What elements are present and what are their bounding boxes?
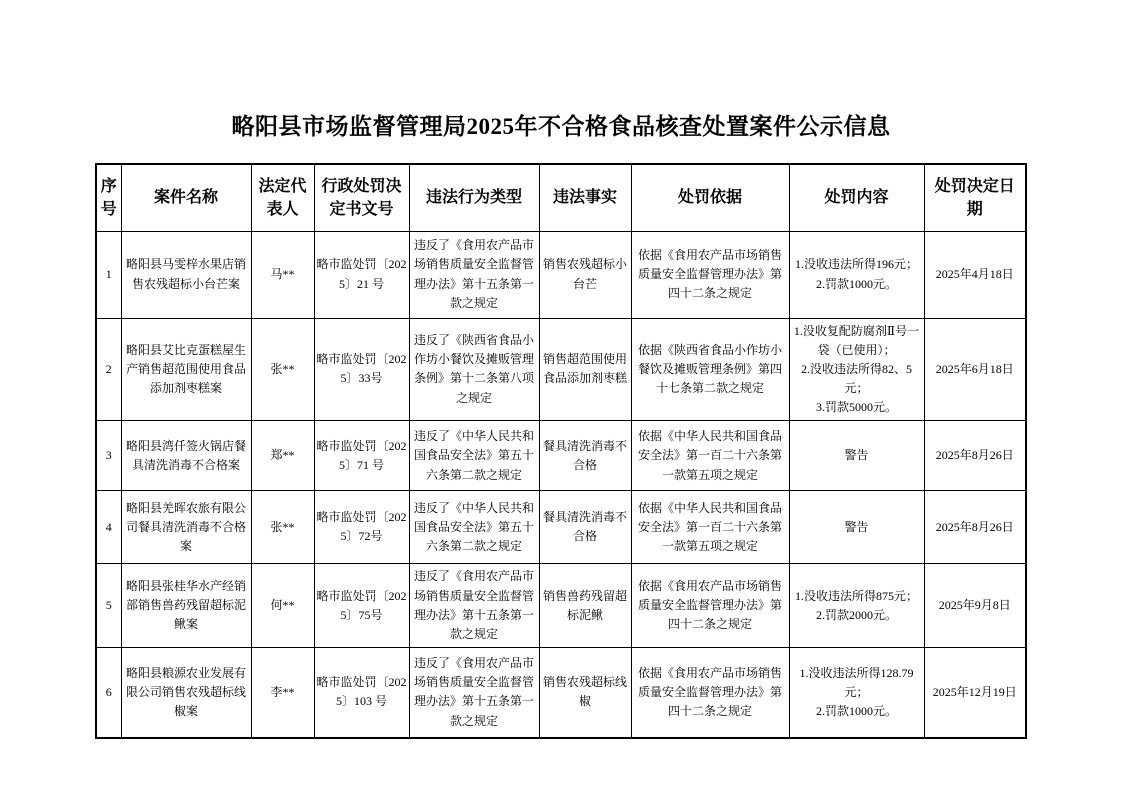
- cell-doc-no: 略市监处罚〔2025〕21 号: [314, 231, 409, 318]
- cell-violation-type: 违反了《中华人民共和国食品安全法》第五十六条第二款之规定: [409, 421, 539, 491]
- document-title: 略阳县市场监督管理局2025年不合格食品核查处置案件公示信息: [231, 114, 891, 139]
- table-row: [96, 491, 1026, 564]
- cases-table: [95, 163, 1027, 739]
- cell-decision-date: 2025年4月18日: [924, 231, 1026, 318]
- cell-penalty-basis: 依据《中华人民共和国食品安全法》第一百二十六条第一款第五项之规定: [631, 421, 789, 491]
- cell-violation-type: 违反了《中华人民共和国食品安全法》第五十六条第二款之规定: [409, 491, 539, 564]
- cell-no: 6: [96, 648, 121, 738]
- header-cell-case-name: 案件名称: [121, 164, 251, 231]
- cell-penalty-basis: 依据《食用农产品市场销售质量安全监督管理办法》第四十二条之规定: [631, 231, 789, 318]
- cell-violation-type: 违反了《陕西省食品小作坊小餐饮及摊贩管理条例》第十二条第八项之规定: [409, 318, 539, 421]
- cell-doc-no: 略市监处罚〔2025〕71 号: [314, 421, 409, 491]
- table-row: [96, 648, 1026, 738]
- header-cell-penalty-content: 处罚内容: [789, 164, 924, 231]
- penalty-item: 2.没收违法所得82、5元；: [800, 361, 912, 396]
- penalty-item: 2.罚款1000元。: [815, 276, 897, 291]
- header-cell-penalty-basis: 处罚依据: [631, 164, 789, 231]
- cell-violation-fact: 销售超范围使用食品添加剂枣糕: [539, 318, 631, 421]
- cell-legal-rep: 张**: [251, 491, 314, 564]
- cell-decision-date: 2025年9月8日: [924, 564, 1026, 648]
- cell-doc-no: 略市监处罚〔2025〕103 号: [314, 648, 409, 738]
- cell-penalty-content: [789, 421, 924, 491]
- cell-doc-no: 略市监处罚〔2025〕75号: [314, 564, 409, 648]
- penalty-item: 警告: [844, 448, 869, 463]
- header-cell-no: 序号: [96, 164, 121, 231]
- header-row: [96, 164, 1026, 231]
- header-cell-doc-no: 行政处罚决定书文号: [314, 164, 409, 231]
- cell-decision-date: 2025年6月18日: [924, 318, 1026, 421]
- document-page: [95, 0, 1027, 739]
- header-cell-violation-fact: 违法事实: [539, 164, 631, 231]
- cell-case-name: 略阳县湾仟签火锅店餐具清洗消毒不合格案: [121, 421, 251, 491]
- cell-legal-rep: 郑**: [251, 421, 314, 491]
- table-row: [96, 421, 1026, 491]
- penalty-item: 警告: [844, 519, 869, 534]
- cell-penalty-basis: 依据《中华人民共和国食品安全法》第一百二十六条第一款第五项之规定: [631, 491, 789, 564]
- cell-penalty-content: [789, 318, 924, 421]
- cell-violation-type: 违反了《食用农产品市场销售质量安全监督管理办法》第十五条第一款之规定: [409, 564, 539, 648]
- penalty-item: 2.罚款1000元。: [815, 704, 897, 719]
- cell-legal-rep: 李**: [251, 648, 314, 738]
- cell-violation-fact: 销售兽药残留超标泥鳅: [539, 564, 631, 648]
- cell-penalty-content: [789, 491, 924, 564]
- table-body: [96, 231, 1026, 738]
- penalty-item: 2.罚款2000元。: [815, 607, 897, 622]
- cell-violation-fact: 销售农残超标小台芒: [539, 231, 631, 318]
- cell-decision-date: 2025年8月26日: [924, 421, 1026, 491]
- table-header: [96, 164, 1026, 231]
- cell-violation-fact: 餐具清洗消毒不合格: [539, 421, 631, 491]
- cell-violation-type: 违反了《食用农产品市场销售质量安全监督管理办法》第十五条第一款之规定: [409, 648, 539, 738]
- table-row: [96, 231, 1026, 318]
- cell-case-name: 略阳县马雯梓水果店销售农残超标小台芒案: [121, 231, 251, 318]
- cell-case-name: 略阳县艾比克蛋糕屋生产销售超范围使用食品添加剂枣糕案: [121, 318, 251, 421]
- cell-legal-rep: 张**: [251, 318, 314, 421]
- cell-doc-no: 略市监处罚〔2025〕33号: [314, 318, 409, 421]
- cell-penalty-basis: 依据《食用农产品市场销售质量安全监督管理办法》第四十二条之规定: [631, 564, 789, 648]
- cell-penalty-content: [789, 231, 924, 318]
- cell-case-name: 略阳县羌晖农旅有限公司餐具清洗消毒不合格案: [121, 491, 251, 564]
- cell-violation-type: 违反了《食用农产品市场销售质量安全监督管理办法》第十五条第一款之规定: [409, 231, 539, 318]
- header-cell-violation-type: 违法行为类型: [409, 164, 539, 231]
- penalty-item: 3.罚款5000元。: [815, 400, 897, 415]
- cell-decision-date: 2025年12月19日: [924, 648, 1026, 738]
- cell-no: 5: [96, 564, 121, 648]
- cell-no: 2: [96, 318, 121, 421]
- penalty-item: 1.没收复配防腐剂Ⅱ号一袋（已使用）；: [793, 323, 920, 357]
- cell-violation-fact: 餐具清洗消毒不合格: [539, 491, 631, 564]
- cell-case-name: 略阳县粮源农业发展有限公司销售农残超标线椒案: [121, 648, 251, 738]
- table-row: [96, 318, 1026, 421]
- cell-legal-rep: 何**: [251, 564, 314, 648]
- table-row: [96, 564, 1026, 648]
- cell-case-name: 略阳县张桂华水产经销部销售兽药残留超标泥鳅案: [121, 564, 251, 648]
- penalty-item: 1.没收违法所得196元；: [794, 257, 918, 272]
- cell-penalty-basis: 依据《食用农产品市场销售质量安全监督管理办法》第四十二条之规定: [631, 648, 789, 738]
- cell-penalty-basis: 依据《陕西省食品小作坊小餐饮及摊贩管理条例》第四十七条第二款之规定: [631, 318, 789, 421]
- cell-decision-date: 2025年8月26日: [924, 491, 1026, 564]
- penalty-item: 1.没收违法所得128.79元；: [799, 665, 914, 699]
- header-cell-decision-date: 处罚决定日期: [924, 164, 1026, 231]
- cell-doc-no: 略市监处罚〔2025〕72号: [314, 491, 409, 564]
- cell-no: 3: [96, 421, 121, 491]
- cell-penalty-content: [789, 648, 924, 738]
- cell-legal-rep: 马**: [251, 231, 314, 318]
- cell-no: 1: [96, 231, 121, 318]
- header-cell-legal-rep: 法定代表人: [251, 164, 314, 231]
- cell-violation-fact: 销售农残超标线椒: [539, 648, 631, 738]
- cell-no: 4: [96, 491, 121, 564]
- penalty-item: 1.没收违法所得875元；: [794, 588, 918, 603]
- cell-penalty-content: [789, 564, 924, 648]
